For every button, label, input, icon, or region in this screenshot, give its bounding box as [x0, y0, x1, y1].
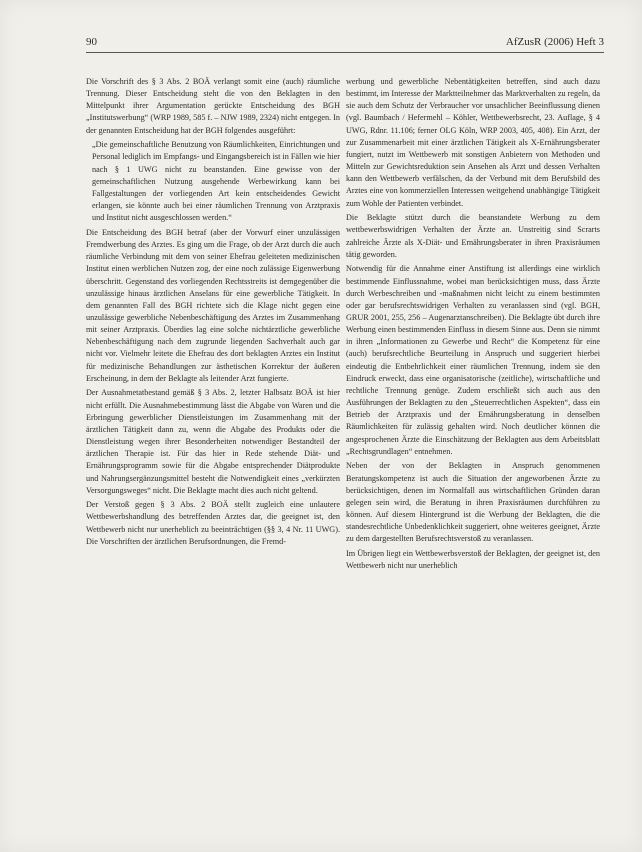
page-header: [86, 36, 604, 53]
right-column: [346, 76, 600, 575]
paragraph: Der Ausnahmetatbestand gemäß § 3 Abs. 2, letzter Halbsatz BOÄ ist hier nicht erfüllt. Die Ausnahmebestimmung lässt die Abgabe von Waren und die Erbringung gewerblicher Dienstleistungen im Zusammenhang mit der ärztlichen Tätigkeit dann zu, wenn die Abgabe des Produkts oder die Dienstleistung wegen ihrer Besonderheiten notwendiger Bestandteil der ärztlichen Therapie ist. Für das hier in Rede stehende Diät- und Ernährungsprogramm sowie für die Abgabe entsprechender Diätprodukte und Nahrungsergänzungsmittel besteht die Notwendigkeit eines „verkürzten Versorgungsweges“ nicht. Die Beklagte macht dies auch nicht geltend.: [86, 388, 340, 495]
paragraph: Neben der von der Beklagten in Anspruch genommenen Beratungskompetenz ist auch die Situation der angeworbenen Ärzte zu berücksichtigen, denen im Normalfall aus wirtschaftlichen Gründen daran gelegen sein wird, die Beratung in ihren Praxisräumen durchführen zu können. Auf diesem Hintergrund ist die Werbung der Beklagten, die die standesrechtliche Unbedenklichkeit suggeriert, ohne weiteres geeignet, Ärzte zu dem dargestellten Berufsrechtsverstoß zu veranlassen.: [346, 461, 600, 544]
paragraph: Die Beklagte stützt durch die beanstandete Werbung zu dem wettbewerbswidrigen Verhalten der Ärzte an. Unstreitig sind Scrarts zahlreiche Ärzte als X-Diät- und Ernährungsberater in ihren Praxisräumen tätig geworden.: [346, 213, 600, 259]
left-column: [86, 76, 340, 550]
paragraph: Notwendig für die Annahme einer Anstiftung ist allerdings eine wirklich bestimmende Einflussnahme, wobei man berücksichtigen muss, dass Ärzte durch Werbeschreiben und -maßnahmen nicht leicht zu einem bestimmten oder gar berufsrechtswidrigen Verhalten zu veranlassen sind (vgl. BGH, GRUR 2001, 255, 256 – Augenarztanschreiben). Die Beklagte übt durch ihre Werbung einen bestimmenden Einfluss in diesem Sinne aus. Denn sie nimmt in ihren „Informationen zu Gewerbe und Recht“ die Kompetenz für eine (auch) berufsrechtliche Beurteilung in Anspruch und suggeriert hierbei eindeutig die Entbehrlichkeit einer räumlichen Trennung, indem sie den Eindruck erweckt, dass eine organisatorische (zeitliche), wirtschaftliche und rechtliche Trennung genüge. Zudem erschließt sich auch aus den Ausführungen der Beklagten zu den „Steuerrechtlichen Aspekten“, dass ein Betrieb der Arztpraxis und der Ernährungsberatung in denselben Räumlichkeiten für zulässig gehalten wird. Noch deutlicher können die angesprochenen Ärzte die Einschätzung der Beklagten aus dem Arbeitsblatt „Rechtsgrundlagen“ entnehmen.: [346, 264, 600, 456]
journal-reference: AfZusR (2006) Heft 3: [505, 36, 604, 48]
paragraph: Der Verstoß gegen § 3 Abs. 2 BOÄ stellt zugleich eine unlautere Wettbewerbshandlung des betreffenden Arztes dar, die geeignet ist, den Wettbewerb nicht nur unerheblich zu beeinträchtigen (§§ 3, 4 Nr. 11 UWG). Die Vorschriften der ärztlichen Berufsordnungen, die Fremd-: [86, 500, 340, 546]
paragraph: werbung und gewerbliche Nebentätigkeiten betreffen, sind auch dazu bestimmt, im Interesse der Marktteilnehmer das Marktverhalten zu regeln, da sie auch dem Schutz der Verbraucher vor unsachlicher Beeinflussung dienen (vgl. Baumbach / Hefermehl – Köhler, Wettbewerbsrecht, 23. Auflage, § 4 UWG, Rdnr. 11.106; ferner OLG Köln, WRP 2003, 405, 408). Ein Arzt, der zur Zusammenarbeit mit einer ärztlichen Tätigkeit als X-Ernährungsberater fungiert, nutzt im Wettbewerb mit sonstigen Anbietern von Methoden und Mitteln zur Gewichtsreduktion sein Ansehen als Arzt und dessen Verhalten kann den Wettbewerb verfälschen, da der Verbund mit dem Berufsbild des Arztes eine von kommerziellen Interessen weitgehend unabhängige Tätigkeit zum Wohle der Patienten verbindet.: [346, 77, 600, 208]
block-quote: „Die gemeinschaftliche Benutzung von Räumlichkeiten, Einrichtungen und Personal lediglich im Empfangs- und Eingangsbereich ist in Fällen wie hier nach § 1 UWG nicht zu beanstanden. Eine gewisse von der gemeinschaftlichen Nutzung ausgehende Werbewirkung kann bei Fallgestaltungen der vorliegenden Art kein entscheidendes Gewicht erlangen, sie könnte auch bei einer räumlichen Trennung von Arztpraxis und Institut nicht ausgeschlossen werden.“: [92, 140, 340, 223]
paragraph: Die Entscheidung des BGH betraf (aber der Vorwurf einer unzulässigen Fremdwerbung des Arztes. Es ging um die Frage, ob der Arzt durch die auch räumliche Verbindung mit dem von seiner Ehefrau geleiteten medizinischen Institut einen werblichen Nutzen zog, der eine noch zulässige Eigenwerbung überschritt. Gegenstand des vorliegenden Rechtsstreits ist demgegenüber die unzulässige hinaus ärztlichen Anselans für eine gewerbliche Tätigkeit. In dem genannten Fall des BGH richtete sich die Klage nicht gegen eine unzulässige gewerbliche Nebenbeschäftigung des Arztes im Zusammenhang mit seiner Arztpraxis. Überdies lag eine solche nichtärztliche gewerbliche Nebenbeschäftigung nach dem zugrunde liegenden Sachverhalt auch gar nicht vor. Vielmehr leitete die Ehefrau des dort beklagten Arztes ein Institut für medizinische Behandlungen zur ästhetischen Korrektur der äußeren Erscheinung, in dem der Beklagte als leitender Arzt fungierte.: [86, 227, 340, 383]
page-number: 90: [86, 36, 97, 48]
paragraph: Im Übrigen liegt ein Wettbewerbsverstoß der Beklagten, der geeignet ist, den Wettbewerb nicht nur unerheblich: [346, 548, 600, 571]
paragraph: Die Vorschrift des § 3 Abs. 2 BOÄ verlangt somit eine (auch) räumliche Trennung. Dieser Entscheidung steht die von den Beklagten in den Mittelpunkt ihrer Argumentation gerückte Entscheidung des BGH „Institutswerbung“ (WRP 1989, 585 f. – NJW 1989, 2324) nicht entgegen. In der genannten Entscheidung hat der BGH folgendes ausgeführt:: [86, 77, 340, 135]
